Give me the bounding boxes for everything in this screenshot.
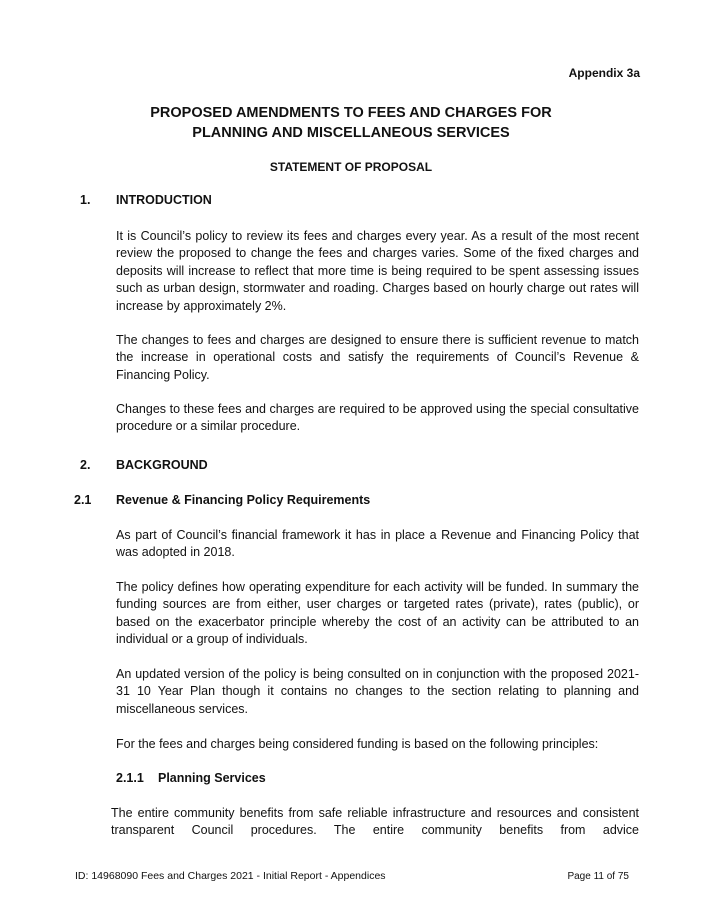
section-1-title: INTRODUCTION [116, 193, 212, 207]
section-2-1-paragraph-2: The policy defines how operating expenditure for each activity will be funded. In summary the funding sources are from either, user charges or targeted rates (private), rates (public), or based on the exacerbator principle whereby the cost of an activity can be attributed to an individual or a group of individuals. [116, 580, 639, 647]
document-subtitle: STATEMENT OF PROPOSAL [269, 160, 433, 174]
section-2-1-paragraph-3: An updated version of the policy is being consulted on in conjunction with the proposed 2021-31 10 Year Plan though it contains no changes to the section relating to planning and miscellaneous services. [116, 667, 639, 716]
footer-document-id: ID: 14968090 Fees and Charges 2021 - Initial Report - Appendices [75, 870, 386, 882]
section-1-number: 1. [80, 193, 91, 207]
section-2-1-title: Revenue & Financing Policy Requirements [116, 493, 371, 507]
document-title [0, 103, 702, 143]
section-2-title: BACKGROUND [116, 458, 208, 472]
section-1-paragraph-1: It is Council’s policy to review its fees and charges every year. As a result of the most recent review the proposed to change the fees and charges varies. Some of the fixed charges and deposits will increase to reflect that more time is being required to be spent assessing issues such as urban design, stormwater and roading. Charges based on hourly charge out rates will increase by approximately 2%. [116, 229, 639, 313]
section-2-1-1-title: Planning Services [158, 771, 266, 785]
appendix-label: Appendix 3a [568, 66, 640, 80]
footer-page-number: Page 11 of 75 [567, 871, 629, 882]
section-2-1-1-paragraph-1: The entire community benefits from safe reliable infrastructure and resources and consistent transparent Council procedures. The entire community benefits from advice [111, 806, 639, 838]
section-2-number: 2. [80, 458, 91, 472]
section-2-1-1-heading [116, 771, 266, 785]
section-1-paragraph-2: The changes to fees and charges are designed to ensure there is sufficient revenue to match the increase in operational costs and satisfy the requirements of Council’s Revenue & Financing Policy. [116, 333, 639, 382]
section-2-1-1-number: 2.1.1 [116, 771, 144, 785]
title-line-1: PROPOSED AMENDMENTS TO FEES AND CHARGES FOR [150, 105, 552, 121]
section-2-1-number: 2.1 [74, 493, 92, 507]
section-2-1-paragraph-4: For the fees and charges being considered funding is based on the following principles: [116, 737, 599, 751]
section-2-1-paragraph-1: As part of Council’s financial framework it has in place a Revenue and Financing Policy that was adopted in 2018. [116, 528, 639, 560]
title-line-2: PLANNING AND MISCELLANEOUS SERVICES [192, 125, 510, 141]
section-1-paragraph-3: Changes to these fees and charges are required to be approved using the special consultative procedure or a similar procedure. [116, 402, 639, 434]
